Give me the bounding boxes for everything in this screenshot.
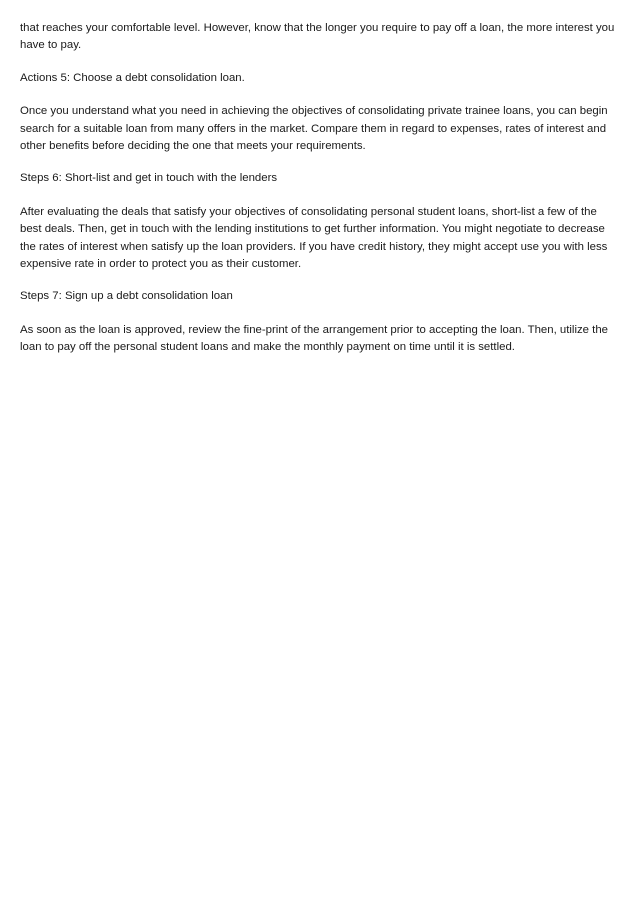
document-page (20, 20, 618, 372)
paragraph-choose-loan: Once you understand what you need in achieving the objectives of consolidating private trainee loans, you can begin search for a suitable loan from many offers in the market. Compare them in regard to expenses, rates of interest and other benefits before deciding the one that meets your requirements. (20, 105, 608, 153)
step-6-heading: Steps 6: Short-list and get in touch with the lenders (20, 172, 278, 185)
paragraph-sign-up-loan: As soon as the loan is approved, review the fine-print of the arrangement prior to accepting the loan. Then, utilize the loan to pay off the personal student loans and make the monthly payment on time until it is settled. (20, 323, 609, 354)
step-7-heading: Steps 7: Sign up a debt consolidation loan (20, 290, 233, 303)
step-5-heading: Actions 5: Choose a debt consolidation loan. (20, 71, 245, 84)
paragraph-loan-term-note: that reaches your comfortable level. However, know that the longer you require to pay off a loan, the more interest you have to pay. (20, 22, 615, 52)
paragraph-shortlist-lenders: After evaluating the deals that satisfy your objectives of consolidating personal student loans, short-list a few of the best deals. Then, get in touch with the lending institutions to get further information. You might negotiate to decrease the rates of interest when satisfy up the loan providers. If you have credit history, they might accept use you with less expensive rate in order to protect you as their customer. (20, 205, 608, 271)
